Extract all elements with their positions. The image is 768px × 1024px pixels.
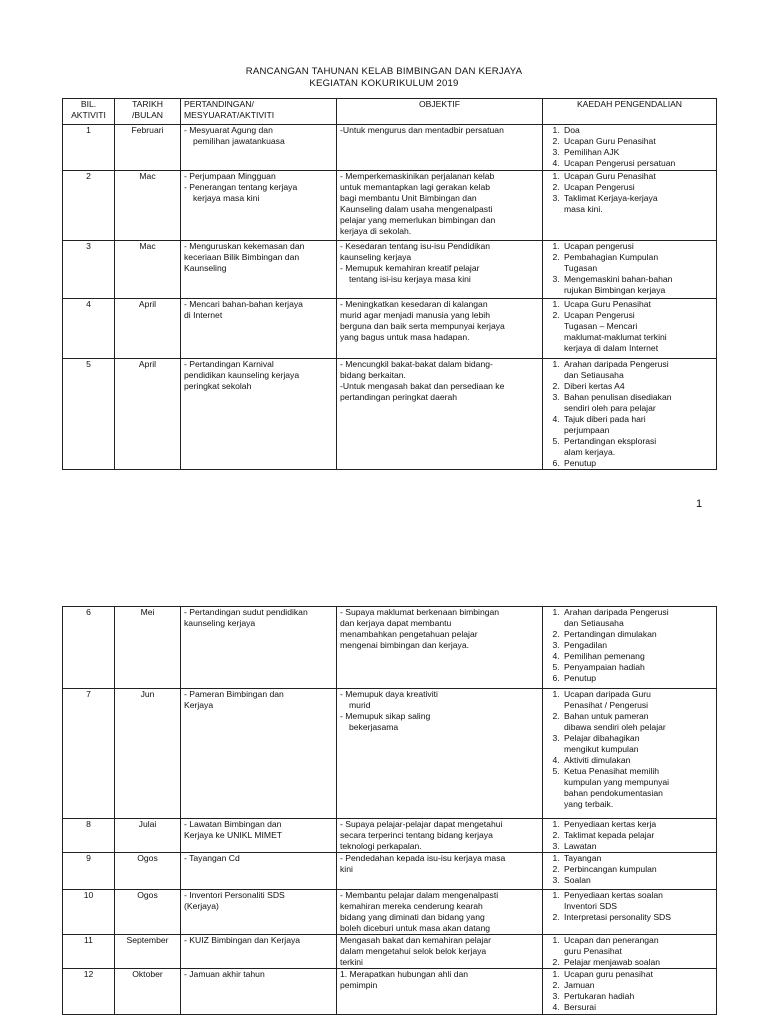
objective-line: dan kerjaya dapat membantu <box>340 618 452 628</box>
method-cell <box>543 969 717 1015</box>
objective-cell <box>337 359 543 470</box>
table-row <box>63 241 717 299</box>
method-item <box>562 274 713 296</box>
method-cell <box>543 853 717 890</box>
method-item <box>562 359 713 381</box>
activity-line: (Kerjaya) <box>184 901 219 911</box>
method-text: Pelajar dibahagikan <box>564 733 640 743</box>
activity-line: Kerjaya <box>184 700 214 710</box>
method-text: rujukan Bimbingan kerjaya <box>564 285 666 295</box>
method-item <box>562 890 713 912</box>
activity-number-cell: 4 <box>63 299 115 359</box>
method-item <box>562 125 713 136</box>
activity-number-cell: 8 <box>63 819 115 853</box>
method-cell <box>543 819 717 853</box>
method-text: Penutup <box>564 458 597 468</box>
method-text: Diberi kertas A4 <box>564 381 625 391</box>
method-item <box>562 733 713 755</box>
method-text: dan Setiausaha <box>564 370 624 380</box>
objective-line: kaunseling kerjaya <box>340 252 412 262</box>
table-row <box>63 359 717 470</box>
method-text: perjumpaan <box>564 425 610 435</box>
method-text: Ucapan Guru Penasihat <box>564 171 656 181</box>
month-cell: Ogos <box>115 853 181 890</box>
method-item <box>562 299 713 310</box>
activity-line: - Inventori Personaliti SDS <box>184 890 285 900</box>
table-row <box>63 890 717 935</box>
activity-line: di Internet <box>184 310 223 320</box>
table-row <box>63 171 717 241</box>
method-item <box>562 310 713 354</box>
method-item <box>562 607 713 629</box>
method-item <box>562 935 713 957</box>
table-row <box>63 689 717 819</box>
method-text: Ucapan guru penasihat <box>564 969 653 979</box>
objective-line: - Supaya pelajar-pelajar dapat mengetahui <box>340 819 503 829</box>
method-item <box>562 841 713 852</box>
method-text: guru Penasihat <box>564 946 622 956</box>
method-cell <box>543 935 717 969</box>
method-item <box>562 819 713 830</box>
method-text: alam kerjaya. <box>564 447 616 457</box>
objective-line: - Memupuk daya kreativiti <box>340 689 438 699</box>
header-tarikh-bulan: TARIKH /BULAN <box>115 99 181 125</box>
method-text: maklumat-maklumat terkini <box>564 332 667 342</box>
activity-line: kerjaya masa kini <box>193 193 260 203</box>
method-item <box>562 673 713 684</box>
method-item <box>562 381 713 392</box>
method-text: Pengadilan <box>564 640 608 650</box>
method-item <box>562 957 713 968</box>
method-text: Bersurai <box>564 1002 596 1012</box>
objective-line: teknologi perkapalan. <box>340 841 422 851</box>
activity-number-cell: 12 <box>63 969 115 1015</box>
method-text: Perbincangan kumpulan <box>564 864 657 874</box>
method-text: Ucapan Pengerusi persatuan <box>564 158 676 168</box>
objective-line: - Mencungkil bakat-bakat dalam bidang- <box>340 359 493 369</box>
objective-line: boleh diceburi untuk masa akan datang <box>340 923 491 933</box>
header-pertandingan-aktiviti: PERTANDINGAN/ MESYUARAT/AKTIVITI <box>181 99 337 125</box>
method-text: Bahan penulisan disediakan <box>564 392 672 402</box>
document-subtitle: KEGIATAN KOKURIKULUM 2019 <box>309 78 459 89</box>
activity-cell <box>181 890 337 935</box>
activity-number-cell: 7 <box>63 689 115 819</box>
method-item <box>562 980 713 991</box>
method-item <box>562 171 713 182</box>
method-item <box>562 414 713 436</box>
month-cell: Oktober <box>115 969 181 1015</box>
activity-number-cell: 9 <box>63 853 115 890</box>
method-list <box>546 689 713 810</box>
method-text: Pelajar menjawab soalan <box>564 957 661 967</box>
objective-line: secara terperinci tentang bidang kerjaya <box>340 830 493 840</box>
activity-line: - Pertandingan Karnival <box>184 359 274 369</box>
objective-line: - Kesedaran tentang isu-isu Pendidikan <box>340 241 491 251</box>
method-item <box>562 182 713 193</box>
method-item <box>562 864 713 875</box>
objective-cell <box>337 935 543 969</box>
method-text: Pembahagian Kumpulan <box>564 252 659 262</box>
method-item <box>562 875 713 886</box>
method-item <box>562 392 713 414</box>
activity-cell <box>181 171 337 241</box>
activity-number-cell: 5 <box>63 359 115 470</box>
month-cell: Jun <box>115 689 181 819</box>
method-text: Penutup <box>564 673 597 683</box>
activity-line: - Mencari bahan-bahan kerjaya <box>184 299 303 309</box>
method-text: Ucapan Pengerusi <box>564 182 635 192</box>
objective-line: yang bagus untuk masa hadapan. <box>340 332 470 342</box>
activity-number-cell: 10 <box>63 890 115 935</box>
objective-line: menambahkan pengetahuan pelajar <box>340 629 478 639</box>
method-cell <box>543 241 717 299</box>
table-row <box>63 853 717 890</box>
method-text: Taklimat Kerjaya-kerjaya <box>564 193 658 203</box>
objective-line: pertandingan peringkat daerah <box>340 392 458 402</box>
page-number: 1 <box>696 498 703 510</box>
method-text: kumpulan yang mempunyai <box>564 777 670 787</box>
activity-number-cell: 1 <box>63 125 115 171</box>
objective-cell <box>337 890 543 935</box>
method-text: Tayangan <box>564 853 602 863</box>
method-item <box>562 458 713 469</box>
method-text: Aktiviti dimulakan <box>564 755 631 765</box>
header-bil-aktiviti: BIL. AKTIVITI <box>63 99 115 125</box>
method-item <box>562 193 713 215</box>
activity-cell <box>181 125 337 171</box>
objective-cell <box>337 607 543 689</box>
method-list <box>546 853 713 886</box>
method-text: dan Setiausaha <box>564 618 624 628</box>
method-text: sendiri oleh para pelajar <box>564 403 656 413</box>
objective-line: kerjaya di sekolah. <box>340 226 412 236</box>
method-item <box>562 640 713 651</box>
objective-cell <box>337 689 543 819</box>
objective-line: pemimpin <box>340 980 378 990</box>
activity-cell <box>181 359 337 470</box>
method-list <box>546 299 713 354</box>
activity-line: - Pameran Bimbingan dan <box>184 689 284 699</box>
method-text: Tugasan – Mencari <box>564 321 638 331</box>
method-cell <box>543 359 717 470</box>
activity-cell <box>181 969 337 1015</box>
month-cell: Mei <box>115 607 181 689</box>
table-row <box>63 969 717 1015</box>
activity-table-page-2 <box>62 606 717 1015</box>
header-kaedah-pengendalian: KAEDAH PENGENDALIAN <box>543 99 717 125</box>
method-text: Doa <box>564 125 580 135</box>
objective-line: - Membantu pelajar dalam mengenalpasti <box>340 890 499 900</box>
month-cell: Mac <box>115 171 181 241</box>
objective-cell <box>337 299 543 359</box>
activity-table-page-1 <box>62 98 717 470</box>
activity-number-cell: 2 <box>63 171 115 241</box>
method-list <box>546 359 713 469</box>
method-text: Taklimat kepada pelajar <box>564 830 655 840</box>
method-item <box>562 136 713 147</box>
method-item <box>562 147 713 158</box>
method-item <box>562 662 713 673</box>
method-item <box>562 853 713 864</box>
objective-line: dalam mengetahui selok belok kerjaya <box>340 946 487 956</box>
method-text: masa kini. <box>564 204 603 214</box>
method-text: Interpretasi personality SDS <box>564 912 671 922</box>
method-item <box>562 158 713 169</box>
activity-line: Kaunseling <box>184 263 227 273</box>
method-text: Jamuan <box>564 980 595 990</box>
activity-line: - Penerangan tentang kerjaya <box>184 182 298 192</box>
objective-line: - Memupuk kemahiran kreatif pelajar <box>340 263 480 273</box>
objective-cell <box>337 125 543 171</box>
activity-number-cell: 6 <box>63 607 115 689</box>
objective-line: bekerjasama <box>349 722 399 732</box>
method-text: Ketua Penasihat memilih <box>564 766 660 776</box>
method-text: Ucapan Pengerusi <box>564 310 635 320</box>
objective-line: - Pendedahan kepada isu-isu kerjaya masa <box>340 853 506 863</box>
method-text: Arahan daripada Pengerusi <box>564 359 669 369</box>
objective-line: pelajar yang memerlukan bimbingan dan <box>340 215 496 225</box>
objective-line: - Supaya maklumat berkenaan bimbingan <box>340 607 500 617</box>
objective-line: tentang isi-isu kerjaya masa kini <box>349 274 471 284</box>
method-item <box>562 711 713 733</box>
method-text: mengikut kumpulan <box>564 744 639 754</box>
activity-cell <box>181 853 337 890</box>
method-list <box>546 819 713 852</box>
objective-line: terkini <box>340 957 363 967</box>
method-text: Penyediaan kertas kerja <box>564 819 657 829</box>
method-item <box>562 629 713 640</box>
activity-line: keceriaan Bilik Bimbingan dan <box>184 252 300 262</box>
method-item <box>562 436 713 458</box>
table-row <box>63 935 717 969</box>
activity-line: - Menguruskan kekemasan dan <box>184 241 305 251</box>
method-text: Inventori SDS <box>564 901 618 911</box>
method-text: Mengemaskini bahan-bahan <box>564 274 673 284</box>
method-list <box>546 171 713 215</box>
objective-line: kemahiran mereka cenderung kearah <box>340 901 483 911</box>
activity-line: - Mesyuarat Agung dan <box>184 125 273 135</box>
method-text: Tajuk diberi pada hari <box>564 414 646 424</box>
activity-cell <box>181 689 337 819</box>
objective-cell <box>337 853 543 890</box>
method-text: Pemilihan AJK <box>564 147 620 157</box>
method-cell <box>543 890 717 935</box>
table-row <box>63 125 717 171</box>
activity-cell <box>181 299 337 359</box>
objective-line: 1. Merapatkan hubungan ahli dan <box>340 969 469 979</box>
objective-line: bidang berkaitan. <box>340 370 406 380</box>
objective-line: murid agar menjadi manusia yang lebih <box>340 310 490 320</box>
method-text: Ucapa Guru Penasihat <box>564 299 651 309</box>
objective-line: bagi membantu Unit Bimbingan dan <box>340 193 477 203</box>
method-list <box>546 607 713 684</box>
activity-line: - Tayangan Cd <box>184 853 240 863</box>
objective-line: murid <box>349 700 371 710</box>
method-item <box>562 766 713 810</box>
method-cell <box>543 171 717 241</box>
objective-line: mengenai bimbingan dan kerjaya. <box>340 640 469 650</box>
objective-line: berguna dan baik serta mempunyai kerjaya <box>340 321 505 331</box>
activity-cell <box>181 241 337 299</box>
method-list <box>546 969 713 1013</box>
method-item <box>562 241 713 252</box>
method-item <box>562 755 713 766</box>
objective-line: -Untuk mengurus dan mentadbir persatuan <box>340 125 504 135</box>
method-text: Penyediaan kertas soalan <box>564 890 663 900</box>
method-text: Tugasan <box>564 263 598 273</box>
method-text: Pertandingan dimulakan <box>564 629 657 639</box>
method-text: Pertukaran hadiah <box>564 991 635 1001</box>
activity-number-cell: 11 <box>63 935 115 969</box>
activity-line: - Perjumpaan Mingguan <box>184 171 276 181</box>
month-cell: Februari <box>115 125 181 171</box>
objective-cell <box>337 969 543 1015</box>
objective-line: - Memupuk sikap saling <box>340 711 431 721</box>
objective-cell <box>337 241 543 299</box>
objective-line: -Untuk mengasah bakat dan persediaan ke <box>340 381 505 391</box>
method-text: Soalan <box>564 875 591 885</box>
activity-line: kaunseling kerjaya <box>184 618 256 628</box>
method-text: Ucapan Guru Penasihat <box>564 136 656 146</box>
activity-cell <box>181 819 337 853</box>
activity-line: pendidikan kaunseling kerjaya <box>184 370 300 380</box>
method-text: Pertandingan eksplorasi <box>564 436 657 446</box>
method-text: Pemilihan pemenang <box>564 651 645 661</box>
method-item <box>562 689 713 711</box>
activity-line: peringkat sekolah <box>184 381 252 391</box>
method-item <box>562 651 713 662</box>
method-text: Bahan untuk pameran <box>564 711 649 721</box>
method-text: Lawatan <box>564 841 597 851</box>
method-text: dibawa sendiri oleh pelajar <box>564 722 666 732</box>
activity-cell <box>181 935 337 969</box>
activity-cell <box>181 607 337 689</box>
month-cell: Mac <box>115 241 181 299</box>
method-cell <box>543 299 717 359</box>
objective-line: untuk memantapkan lagi gerakan kelab <box>340 182 491 192</box>
objective-line: - Meningkatkan kesedaran di kalangan <box>340 299 488 309</box>
method-item <box>562 912 713 923</box>
objective-line: Mengasah bakat dan kemahiran pelajar <box>340 935 491 945</box>
objective-cell <box>337 819 543 853</box>
table-header-row <box>63 99 717 125</box>
month-cell: Ogos <box>115 890 181 935</box>
month-cell: Julai <box>115 819 181 853</box>
method-text: Ucapan pengerusi <box>564 241 634 251</box>
method-text: Penasihat / Pengerusi <box>564 700 649 710</box>
method-item <box>562 1002 713 1013</box>
activity-line: Kerjaya ke UNIKL MIMET <box>184 830 283 840</box>
method-list <box>546 241 713 296</box>
objective-line: Kaunseling dalam usaha mengenalpasti <box>340 204 493 214</box>
method-item <box>562 252 713 274</box>
activity-line: - Pertandingan sudut pendidikan <box>184 607 308 617</box>
header-objektif: OBJEKTIF <box>337 99 543 125</box>
month-cell: April <box>115 359 181 470</box>
method-text: yang terbaik. <box>564 799 614 809</box>
method-text: Penyampaian hadiah <box>564 662 645 672</box>
objective-line: - Memperkemaskinikan perjalanan kelab <box>340 171 495 181</box>
activity-line: pemilihan jawatankuasa <box>193 136 285 146</box>
method-item <box>562 991 713 1002</box>
method-text: Arahan daripada Pengerusi <box>564 607 669 617</box>
method-text: Ucapan daripada Guru <box>564 689 651 699</box>
activity-line: - KUIZ Bimbingan dan Kerjaya <box>184 935 301 945</box>
activity-line: - Jamuan akhir tahun <box>184 969 265 979</box>
activity-number-cell: 3 <box>63 241 115 299</box>
table-row <box>63 607 717 689</box>
method-cell <box>543 125 717 171</box>
method-cell <box>543 607 717 689</box>
document-title: RANCANGAN TAHUNAN KELAB BIMBINGAN DAN KERJAYA <box>245 66 523 77</box>
method-item <box>562 830 713 841</box>
objective-cell <box>337 171 543 241</box>
method-list <box>546 890 713 923</box>
method-text: Ucapan dan penerangan <box>564 935 659 945</box>
activity-line: - Lawatan Bimbingan dan <box>184 819 282 829</box>
method-list <box>546 935 713 968</box>
month-cell: April <box>115 299 181 359</box>
objective-line: bidang yang diminati dan bidang yang <box>340 912 485 922</box>
method-item <box>562 969 713 980</box>
objective-line: kini <box>340 864 353 874</box>
table-row <box>63 299 717 359</box>
method-cell <box>543 689 717 819</box>
month-cell: September <box>115 935 181 969</box>
method-text: bahan pendokumentasian <box>564 788 663 798</box>
method-list <box>546 125 713 169</box>
method-text: kerjaya di dalam Internet <box>564 343 659 353</box>
table-row <box>63 819 717 853</box>
